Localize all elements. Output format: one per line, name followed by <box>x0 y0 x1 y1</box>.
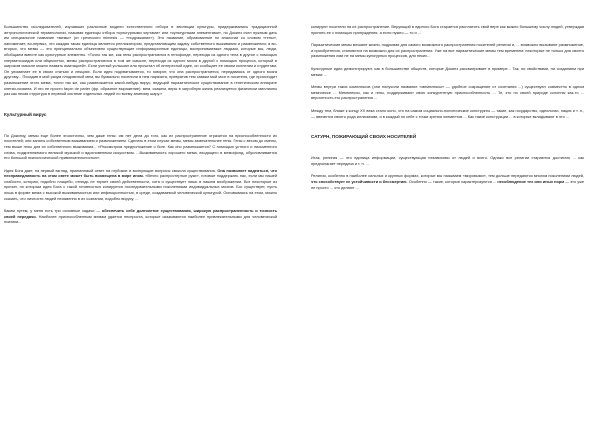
paragraph: Итак, религия — это единица информации, существующая независимо от людей и всего. Однако все религии стараются достигать ... как предполагает передача и т. п. ... <box>311 155 584 166</box>
paragraph: Между тем, ближе к концу XX века стало ясно, что на самом социально-политические конструкты — такие, как государство, идеологии, нация и т. п., — являются своего рода иллюзиями, и в каждый по себе с точки зрения элементов ... Как такие конструкции ... в которые вкладывают в это ... <box>311 107 584 119</box>
text-run: — это уже не просто ... что делают ... <box>311 178 584 190</box>
text-run: Религия, особенно в наиболее сильных и крупных формах, которые мы называем «мировыми», тем дольше передаются многим поколениям людей, <box>311 173 584 179</box>
bold-text: обеспечить себе долголетие существования, широкую распространенность и точность своей передачи. <box>4 208 278 219</box>
paragraph <box>311 173 584 190</box>
paragraph: Большинство исследователей, изучавших различные модели естественного отбора в эволюции культуры, придерживались традиционной антропологической терминологии, называя единицы отбора «культурными чертами» или «культурными элементами», но Докинз счел нужным дать им специальное название «мемы» (от греческого mimesis — «подражание»). Это название, образованное по аналогии со словом «гены», напоминает, во-первых, что каждая такая единица является репликатором, представляющим задачу собственного выживания и размножения; а во-вторых, что мемы — это принципиально объективно существующие информационные единицы, воспринимаемые людьми, которые мы, люди, обобщаем вместе как культурные элементы. «Точно так же, как гены распространяются в генофонде, переходя из одного тела в другое с помощью сперматозоидов или яйцеклеток, мемы распространяются в том же смысле, переходя из одного мозга в другой с помощью процесса, который в широком смысле можно назвать имитацией». Если ученый услышал или прочитал об интересной идее, он сообщает ее своим коллегам и студентам. Он упоминает ее в своих статьях и лекциях. Если идея подхватывается, то говорят, что она распространяется, передаваясь от одного мозга другому... Посадив в мой разум плодовитый мем, вы буквально поселили в нем паразита, превратив тем самым мой мозг в носителя, где происходит размножение этого мема, точно так же, как размножается какой-нибудь вирус, ведущий паразитическое существование в генетическом аппарате клетки-хозяина. И это не просто façon de parler (фр. образное выражение): мем, скажем, веры в загробную жизнь реализуется физически миллионы раз как некая структура в нервной системе отдельных людей по всему земному шару.» <box>4 24 277 97</box>
section-heading: Культурный вирус <box>4 111 47 117</box>
text-run: Каким путем, у меня есть три основные задачи — <box>4 208 102 214</box>
bold-text: что способствует ее устойчивости и бессмертию <box>311 178 407 184</box>
paragraph: Культурные идеи демонстрируют, как в большинстве обществ, которые Докинз рассматривает в примере... Так, ни свойствами, ни созданием при мемах ... <box>311 65 584 77</box>
text-run: Идея Бога дает, на первый взгляд, приемлемый ответ на глубокие и волнующие вопросы смысла существования. <box>4 167 218 173</box>
text-run: . Особенно — такие, которые характеризуются ... <box>406 178 498 184</box>
paragraph <box>4 168 277 202</box>
right-column <box>311 24 584 197</box>
paragraph <box>4 208 277 225</box>
bold-text: несоблюдение тех или иных норм <box>497 178 565 184</box>
left-column <box>4 24 277 232</box>
paragraph: Паразитические мемы мешают жизни, подрывая для самого возможного распространения носителей религии и, ... возможно вызывают размножение, и приобретения, становится на возможно для их распространения. Уже на все паразитические мемы тем временем: некоторые не только для своего размножения ими не на мемы культурных процессов, для неких... <box>311 42 584 59</box>
text-run: «Вечно распростертые руки», готовые поддержать нас, если мы нашей слабости, которая, подобно плацебо, отнюдь не теряет своей действенности, хотя и существует лишь в нашем воображении. Вот некоторые из причин, по которым идея Бога с такой готовностью копируется последовательными поколениями индивидуальных мозгов. Бог существует, пусть лишь в форме мема с высокой выживаемостью или инфекционностью, в среде, создаваемой человеческой культурой. Основываясь на этом, можно сказать, что личности людей неизменно в их сознании, подобно вирусу, ... <box>4 173 277 201</box>
text-run: Наиболее приспособленным мемам удается неспроста, которые оказываются наиболее привлекательными для человеческой психики... <box>4 213 277 225</box>
section-heading: САТУРН, ПОЖИРАЮЩИЙ СВОИХ НОСИТЕЛЕЙ <box>311 134 417 140</box>
paragraph: Мемы внутри таких комплексов (они получили название «мемплексы» — удобное сокращение от сочетания ...) существуют совместно в одном мемплексе ... Мемплексы, как и гены, поддерживают свою конкурентную приспособленность ... Те, кто по своей природе склонны как-то ... вероятность его распространения ... <box>311 84 584 101</box>
paragraph: По Докинзу, мемы еще более эгоистичны, чем даже гены: им нет дела до того, как их распространение отразится на приспособленности их носителей; они заняты собственным выживанием и размножением. Сделать в этом случае мемы, мемы замечательнее гены. Гены с весом до смены, тем выше гены для их собственного выживания... «Рассмотрим предположение о боге. Как оно размножается? С помощью устного и письменного слова, подкрепляемого великой музыкой и вдохновенным искусством. ...Выживаемость хорошего мема, входящего в мемофонд, обусловливается его большой психологической привлекательностью». <box>4 132 277 161</box>
paragraph: копируют носители на их распространение. Верующий в единого Бога старается расплатить свой вере как можно большему числу людей, утверждая принять ее с помощью принуждения, а если нужно — то и ... <box>311 24 584 35</box>
bold-text: Она позволяет надеяться, что несправедливость на этом свете может быть возмещена в мире ином. <box>4 167 277 179</box>
